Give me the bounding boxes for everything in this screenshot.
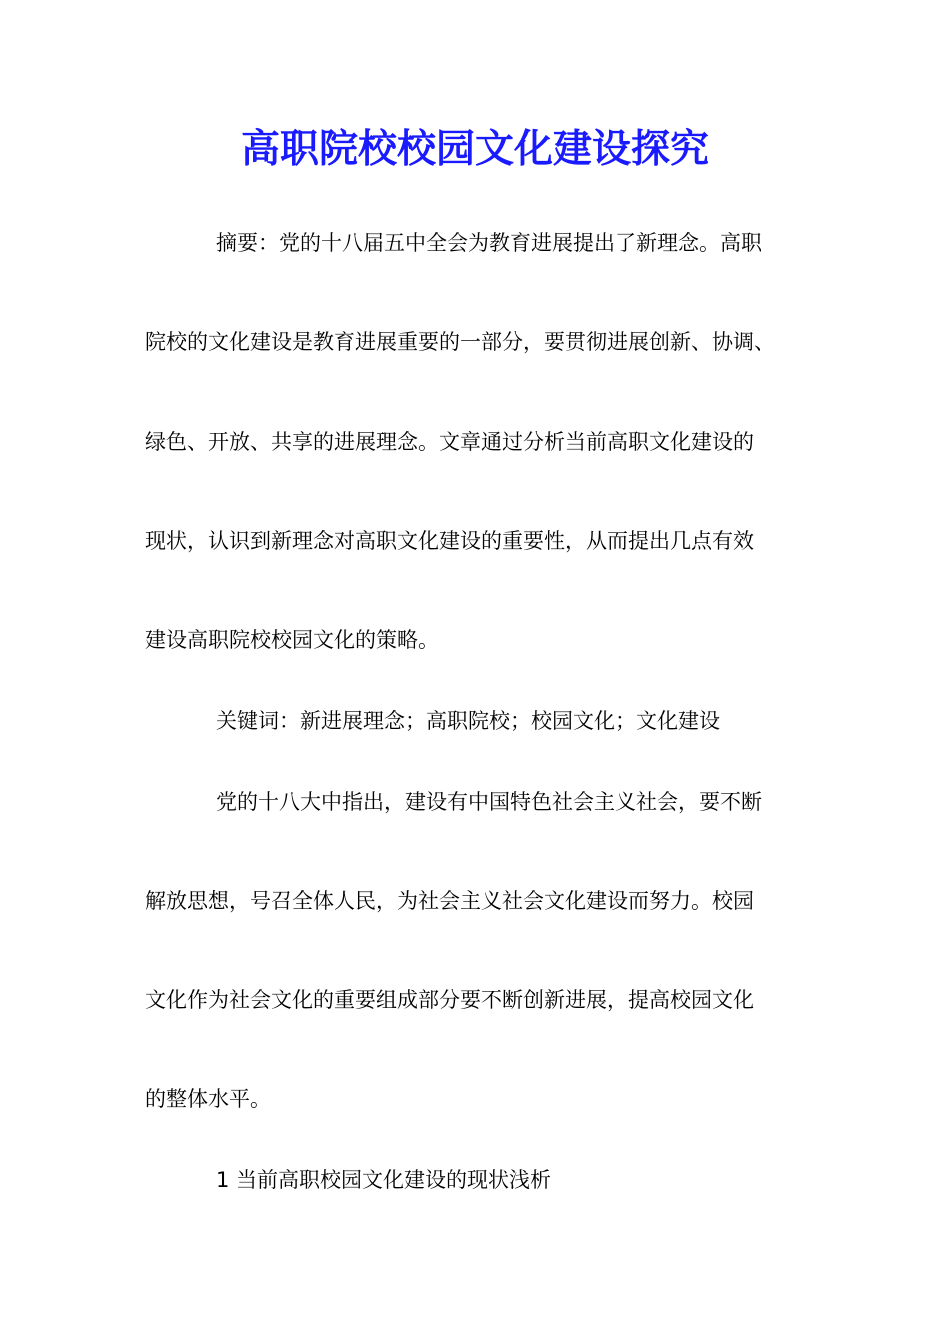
document-title: 高职院校校园文化建设探究 — [240, 126, 709, 172]
body-line-3: 文化作为社会文化的重要组成部分要不断创新进展，提高校园文化 — [145, 988, 754, 1012]
body-line-1: 党的十八大中指出，建设有中国特色社会主义社会，要不断 — [216, 790, 762, 814]
abstract-line-1: 摘要：党的十八届五中全会为教育进展提出了新理念。高职 — [216, 231, 762, 255]
abstract-line-3: 绿色、开放、共享的进展理念。文章通过分析当前高职文化建设的 — [145, 430, 754, 454]
keywords-line: 关键词：新进展理念；高职院校；校园文化；文化建设 — [216, 709, 720, 733]
body-line-2: 解放思想，号召全体人民，为社会主义社会文化建设而努力。校园 — [145, 889, 754, 913]
section-heading: 1 当前高职校园文化建设的现状浅析 — [216, 1168, 552, 1192]
body-line-4: 的整体水平。 — [145, 1087, 271, 1111]
abstract-line-2: 院校的文化建设是教育进展重要的一部分，要贯彻进展创新、协调、 — [145, 330, 775, 354]
abstract-line-5: 建设高职院校校园文化的策略。 — [145, 628, 439, 652]
abstract-line-4: 现状，认识到新理念对高职文化建设的重要性，从而提出几点有效 — [145, 529, 754, 553]
